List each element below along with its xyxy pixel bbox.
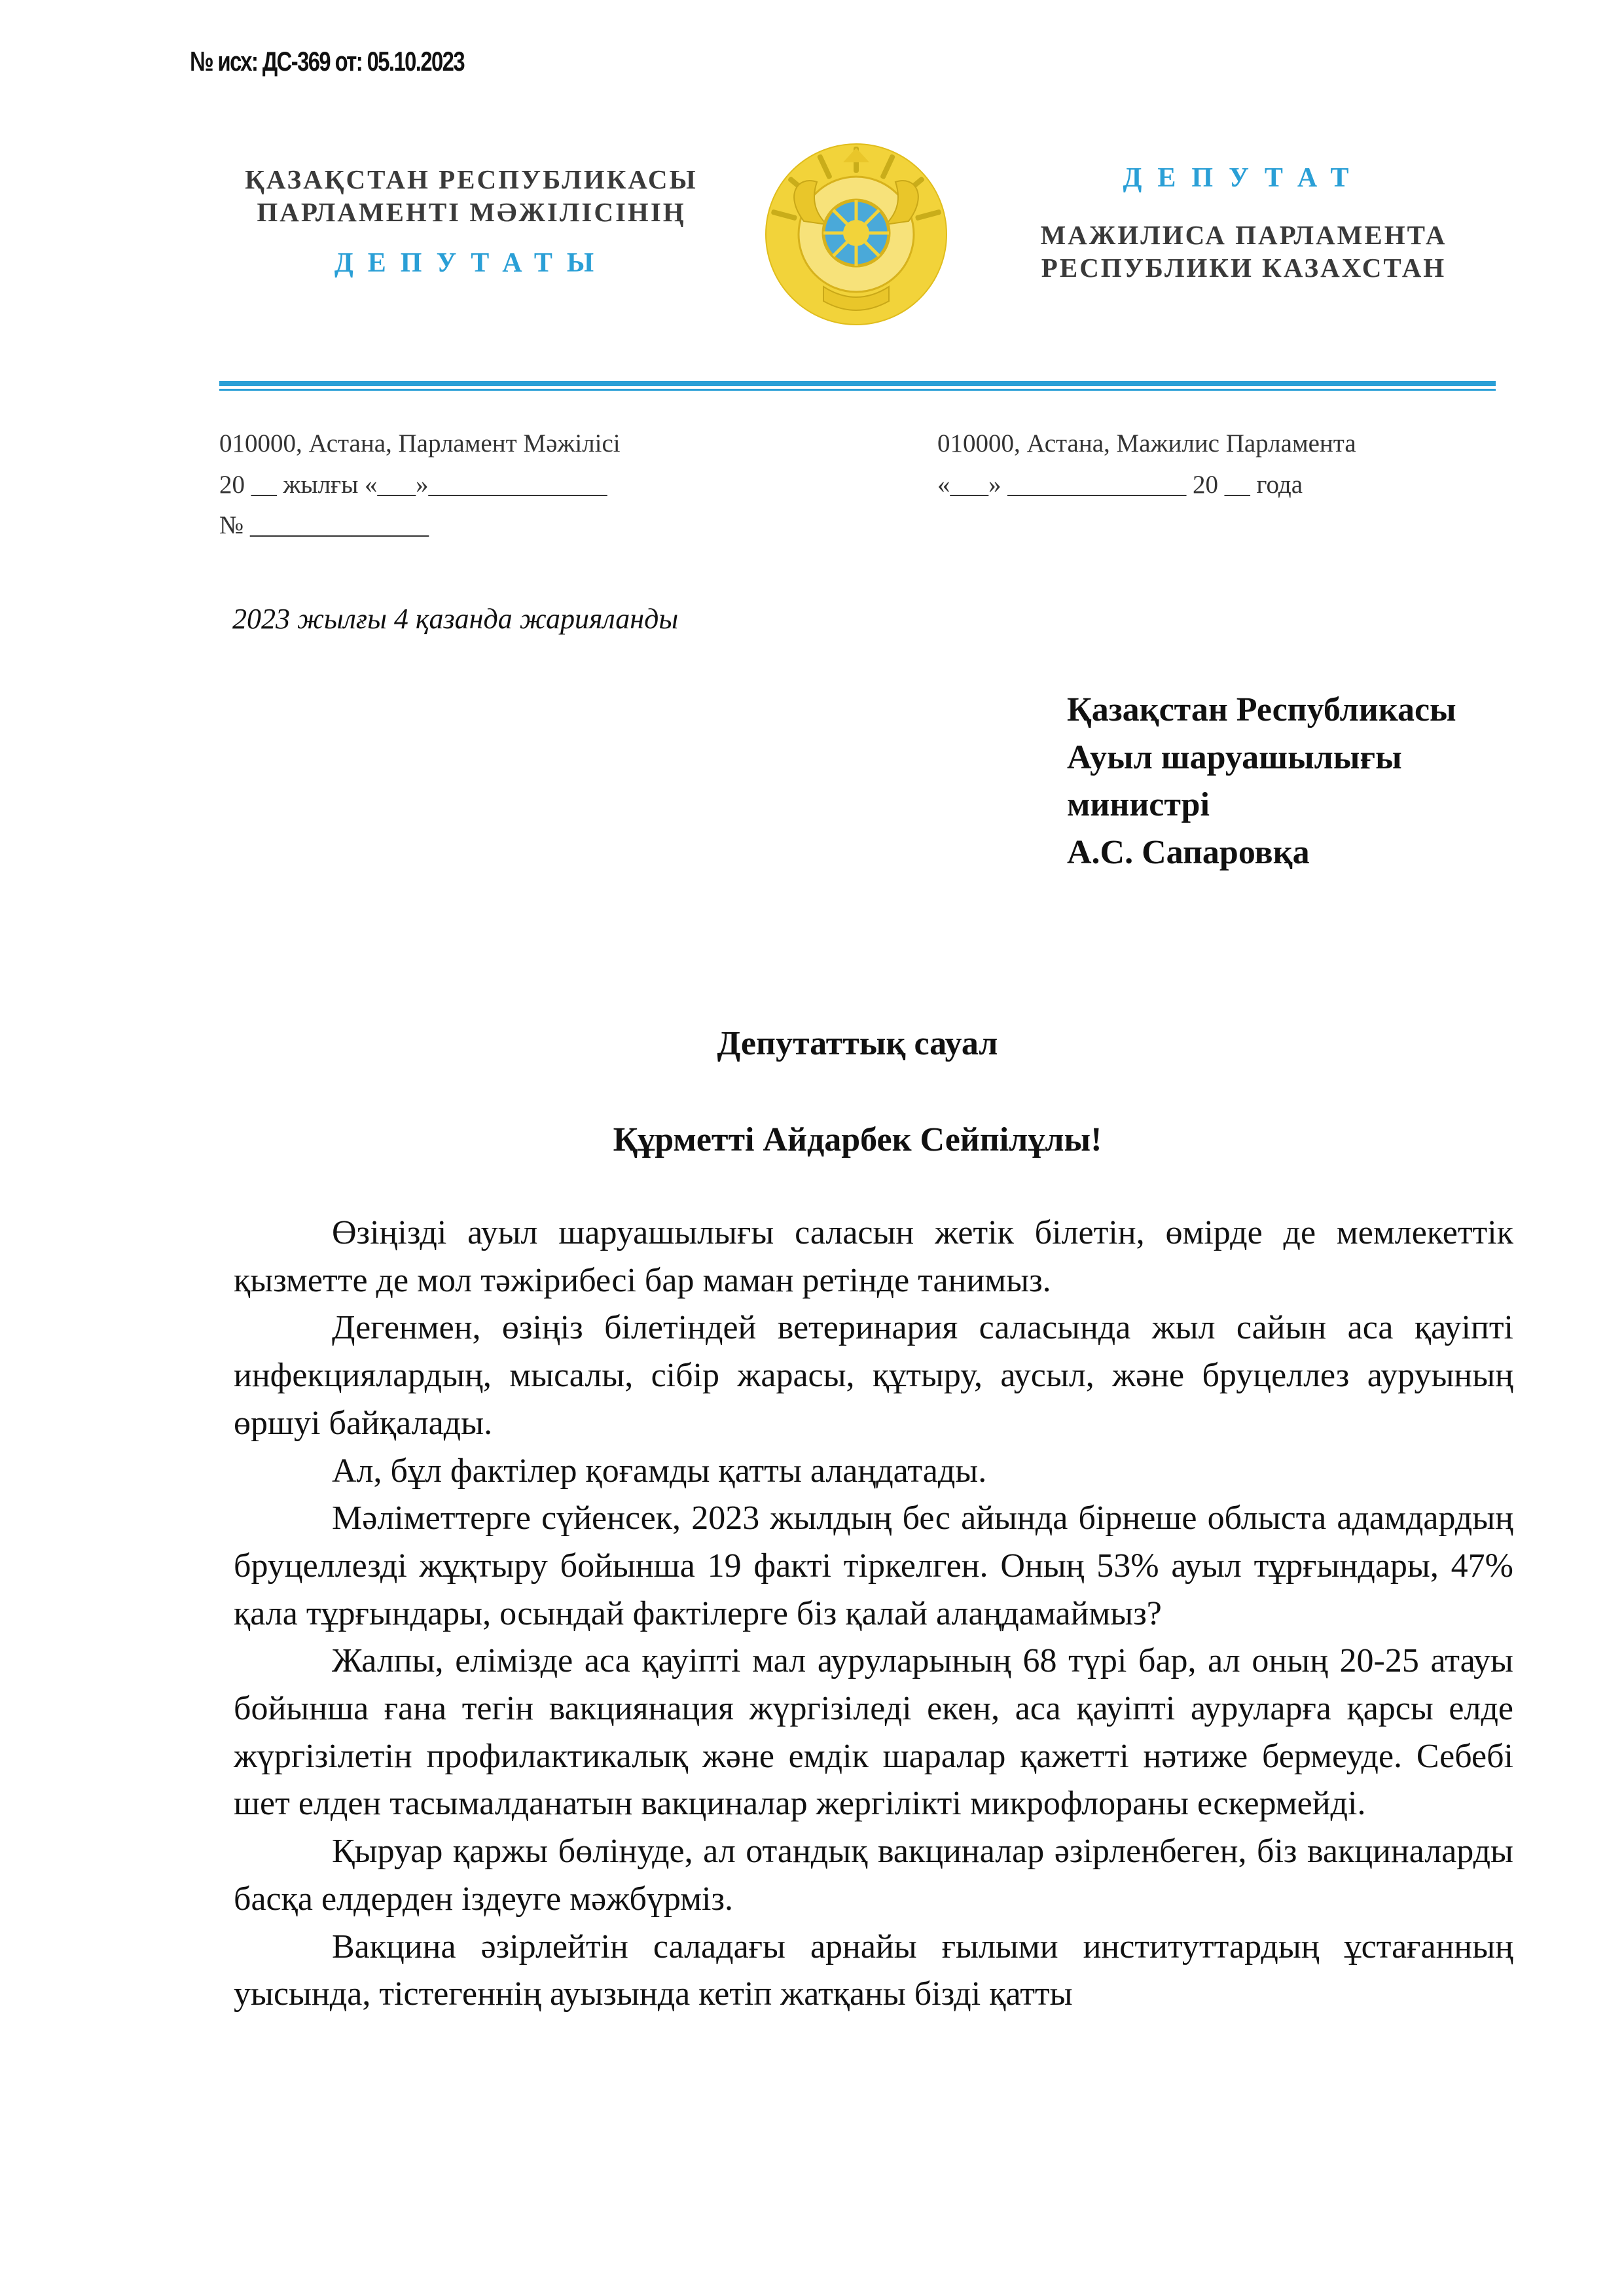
letterhead-rus-deputy: ДЕПУТАТ (1123, 163, 1365, 193)
letterhead-rus-line2: РЕСПУБЛИКИ КАЗАХСТАН (1041, 253, 1447, 283)
outgoing-reference-number: № исх: ДС-369 от: 05.10.2023 (190, 46, 464, 77)
recipient-name: А.С. Сапаровқа (1067, 834, 1310, 871)
salutation: Құрметті Айдарбек Сейпілұлы! (613, 1121, 1102, 1158)
address-kaz-line1: 010000, Астана, Парламент Мәжілісі (219, 429, 621, 457)
recipient-line: Ауыл шаруашылығы (1067, 739, 1402, 776)
published-note: 2023 жылғы 4 қазанда жарияланды (232, 603, 679, 635)
body-paragraph: Дегенмен, өзіңіз білетіндей ветеринария саласында жыл сайын аса қауіпті инфекциялардың, мысалы, сібір жарасы, құтыру, аусыл, және бруцеллез ауруының өршуі байқалады. (234, 1309, 1513, 1442)
letterhead-kaz-line1: ҚАЗАҚСТАН РЕСПУБЛИКАСЫ (245, 164, 698, 194)
body-paragraph: Ал, бұл фактілер қоғамды қатты алаңдатады. (332, 1452, 987, 1490)
document-title: Депутаттық сауал (717, 1025, 998, 1062)
address-rus-date-line: «___» ______________ 20 __ года (937, 471, 1303, 499)
letterhead-rus-line1: МАЖИЛИСА ПАРЛАМЕНТА (1040, 220, 1447, 250)
letterhead-divider (219, 381, 1496, 394)
letter-body (234, 1210, 1513, 2018)
body-paragraph: Мәліметтерге сүйенсек, 2023 жылдың бес айында бірнеше облыста адамдардың бруцеллезді жұқтыру бойынша 19 факті тіркелген. Оның 53% ауыл тұрғындары, 47% қала тұрғындары, осындай фактілерге біз қалай алаңдамаймыз? (234, 1499, 1513, 1632)
address-kaz-date-line: 20 __ жылғы «___»______________ (219, 471, 607, 499)
body-paragraph: Өзіңізді ауыл шаруашылығы саласын жетік білетін, өмірде де мемлекеттік қызметте де мол тәжірибесі бар маман ретінде танимыз. (234, 1214, 1513, 1299)
body-paragraph: Жалпы, елімізде аса қауіпті мал ауруларының 68 түрі бар, ал оның 20-25 атауы бойынша ғана тегін вакциянация жүргізіледі екен, аса қауіпті ауруларға қарсы елде жүргізілетін профилактикалық және емдік шаралар қажетті нәтиже бермеуде. Себебі шет елден тасымалданатын вакциналар жергілікті микрофлораны ескермейді. (234, 1642, 1513, 1823)
letterhead-kaz-deputy: ДЕПУТАТЫ (334, 248, 609, 278)
letterhead-kaz-line2: ПАРЛАМЕНТІ МӘЖІЛІСІНІҢ (257, 197, 686, 227)
body-paragraph: Қыруар қаржы бөлінуде, ал отандық вакциналар әзірленбеген, біз вакциналарды басқа елдерден іздеуге мәжбүрміз. (234, 1833, 1513, 1918)
recipient-line: Қазақстан Республикасы (1067, 691, 1456, 728)
recipient-line: министрі (1067, 786, 1210, 823)
address-kaz-number-line: № ______________ (219, 511, 429, 539)
kazakhstan-state-emblem-icon (758, 136, 954, 332)
body-paragraph: Вакцина әзірлейтін саладағы арнайы ғылыми институттардың ұстағанның уысында, тістегеннің ауызында кетіп жатқаны бізді қатты (234, 1928, 1513, 2013)
address-rus-line1: 010000, Астана, Мажилис Парламента (937, 429, 1356, 457)
